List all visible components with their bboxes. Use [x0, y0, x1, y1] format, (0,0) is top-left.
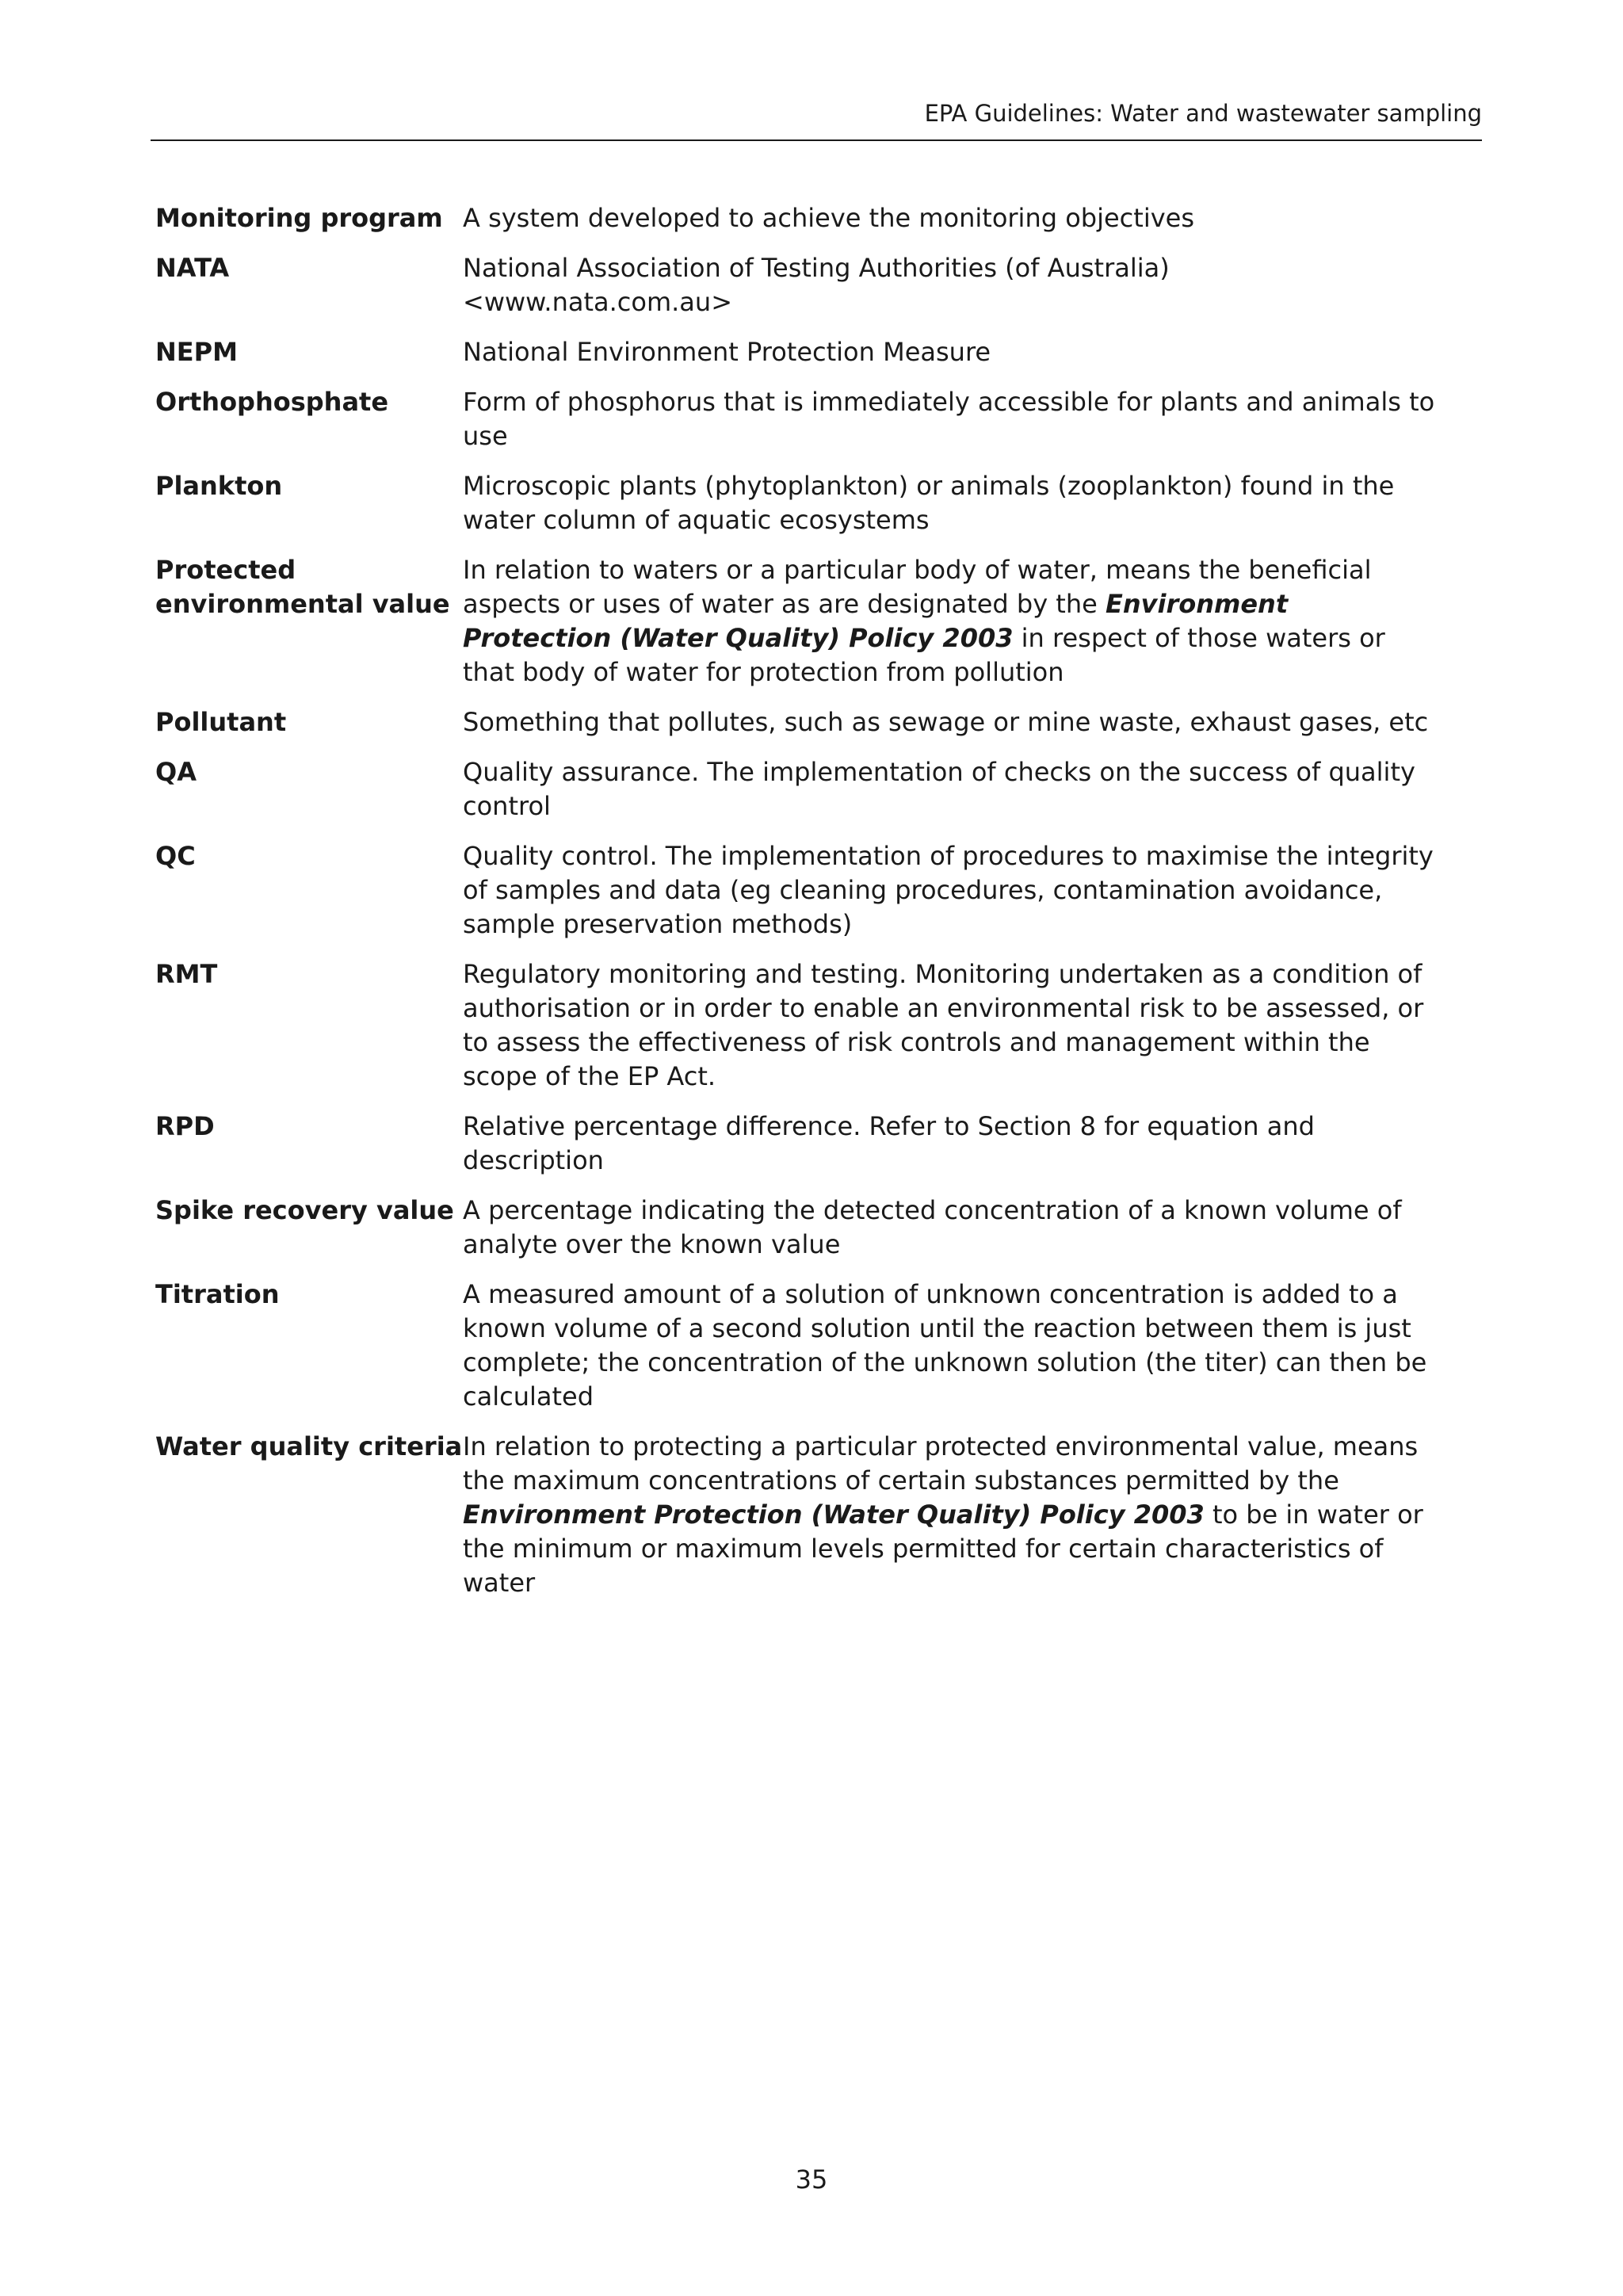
glossary-term: QC	[155, 841, 196, 871]
glossary-term: RPD	[155, 1111, 215, 1141]
glossary-definition: Form of phosphorus that is immediately accessible for plants and animals to use	[463, 387, 1435, 451]
page-number: 35	[795, 2164, 828, 2195]
glossary-definition: A measured amount of a solution of unknown concentration is added to a known volume of a second solution until the reaction between them is just complete; the concentration of the unknown solution (the titer) can then be calculated	[463, 1279, 1427, 1412]
glossary-entry-protected-environmental-value	[155, 553, 1455, 690]
glossary-entry-titration	[155, 1278, 1455, 1414]
glossary-definition: Quality assurance. The implementation of checks on the success of quality control	[463, 757, 1415, 821]
glossary-term: Pollutant	[155, 707, 287, 737]
glossary-definition	[463, 553, 1455, 690]
glossary-entry-rpd	[155, 1110, 1455, 1178]
glossary-definition: A percentage indicating the detected concentration of a known volume of analyte over the known value	[463, 1195, 1402, 1259]
glossary-entry-water-quality-criteria	[155, 1430, 1455, 1600]
glossary-entry-orthophosphate	[155, 385, 1455, 453]
glossary-definition: Relative percentage difference. Refer to Section 8 for equation and description	[463, 1111, 1315, 1175]
glossary-definition: Quality control. The implementation of procedures to maximise the integrity of samples and data (eg cleaning procedures, contamination avoidance, sample preservation methods)	[463, 841, 1434, 939]
glossary-term: Water quality criteria	[155, 1431, 463, 1461]
glossary-term: Titration	[155, 1279, 280, 1309]
policy-title: Environment Protection (Water Quality) Policy 2003	[463, 589, 1289, 653]
glossary-term: NEPM	[155, 337, 238, 367]
definition-text: to be in water or the minimum or maximum levels permitted for certain characteristics of water	[463, 1499, 1423, 1598]
definition-text: In relation to waters or a particular body of water, means the beneficial aspects or uses of water as are designated by the	[463, 555, 1372, 619]
glossary-term: Orthophosphate	[155, 387, 389, 417]
definition-text: In relation to protecting a particular protected environmental value, means the maximum concentrations of certain substances permitted by the	[463, 1431, 1419, 1496]
glossary-term: Spike recovery value	[155, 1195, 454, 1225]
glossary-definition	[463, 1430, 1455, 1600]
glossary-term: QA	[155, 757, 197, 787]
glossary-definition: Something that pollutes, such as sewage or mine waste, exhaust gases, etc	[463, 707, 1429, 737]
definition-text: in respect of those waters or that body of water for protection from pollution	[463, 623, 1385, 687]
glossary-entry-nepm	[155, 335, 1455, 369]
glossary-term: NATA	[155, 253, 230, 283]
glossary-term: Plankton	[155, 471, 283, 501]
glossary-entry-monitoring-program	[155, 201, 1455, 235]
glossary-definition: A system developed to achieve the monitoring objectives	[463, 203, 1194, 233]
glossary-entry-spike-recovery-value	[155, 1194, 1455, 1262]
policy-title: Environment Protection (Water Quality) Policy 2003	[463, 1499, 1205, 1530]
glossary-term: Protected environmental value	[155, 555, 450, 619]
glossary-entry-qa	[155, 755, 1455, 823]
glossary-term: RMT	[155, 959, 218, 989]
glossary-list	[155, 201, 1455, 1616]
running-header: EPA Guidelines: Water and wastewater sampling	[924, 100, 1482, 127]
glossary-entry-nata	[155, 251, 1455, 319]
glossary-definition: Regulatory monitoring and testing. Monitoring undertaken as a condition of authorisation or in order to enable an environmental risk to be assessed, or to assess the effectiveness of risk controls and management within the scope of the EP Act.	[463, 959, 1424, 1091]
header-divider	[151, 139, 1482, 141]
glossary-entry-pollutant	[155, 705, 1455, 739]
glossary-definition: National Association of Testing Authorities (of Australia) <www.nata.com.au>	[463, 253, 1170, 317]
glossary-definition: Microscopic plants (phytoplankton) or animals (zooplankton) found in the water column of aquatic ecosystems	[463, 471, 1395, 535]
glossary-entry-qc	[155, 839, 1455, 942]
glossary-entry-plankton	[155, 469, 1455, 537]
glossary-term: Monitoring program	[155, 203, 443, 233]
glossary-entry-rmt	[155, 957, 1455, 1094]
glossary-definition: National Environment Protection Measure	[463, 337, 991, 367]
